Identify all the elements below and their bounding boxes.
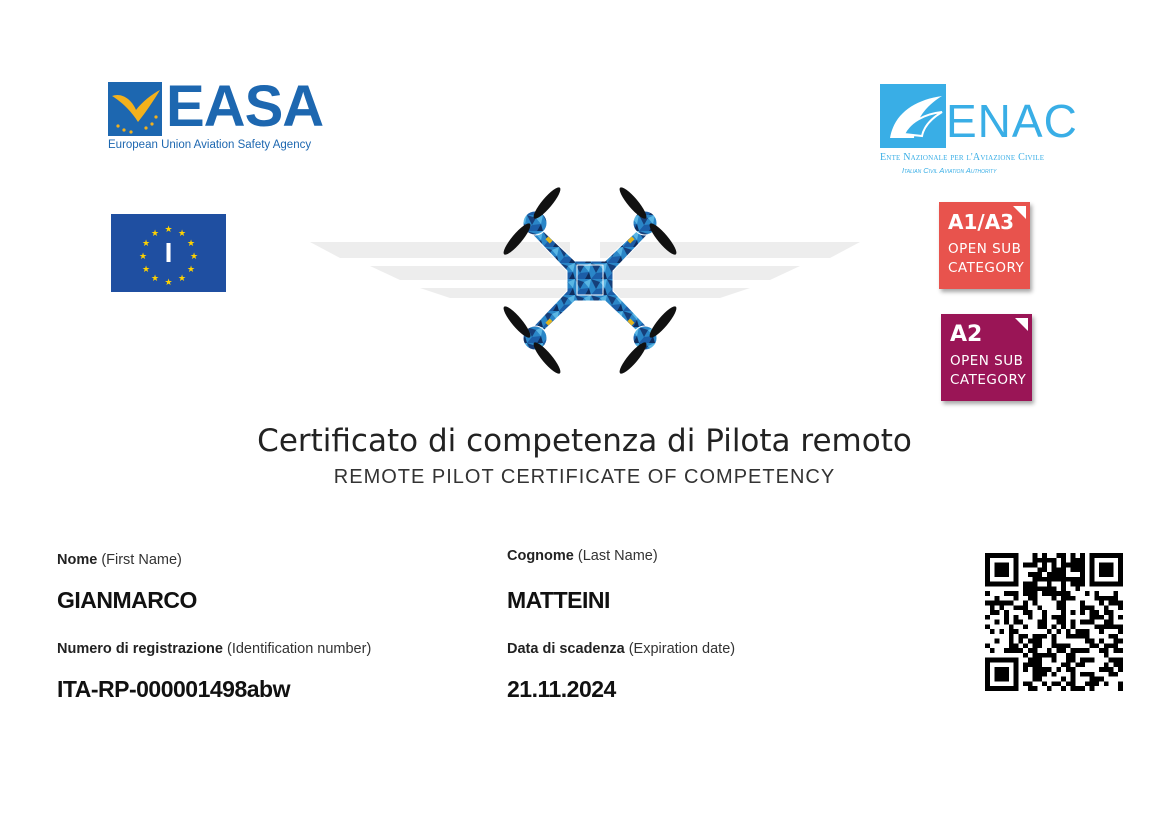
badge-line-1: OPEN SUB: [950, 353, 1024, 369]
badge-a2: [941, 314, 1032, 401]
svg-text:★: ★: [186, 265, 196, 275]
badge-title: A2: [950, 322, 983, 347]
corner-fold-icon: [1013, 206, 1026, 219]
badge-line-2: CATEGORY: [948, 260, 1025, 276]
svg-text:★: ★: [177, 229, 187, 239]
first-name-label-en: (First Name): [97, 552, 182, 568]
badge-line-2: CATEGORY: [950, 372, 1027, 388]
expiration-label-en: (Expiration date): [624, 641, 736, 657]
enac-logo: [880, 82, 1078, 182]
enac-subtitle-en: Italian Civil Aviation Authority: [902, 166, 997, 175]
expiration-label: [507, 641, 735, 657]
corner-fold-icon: [1015, 318, 1028, 331]
svg-text:★: ★: [138, 252, 148, 262]
first-name-label: [57, 552, 182, 568]
certificate-title: Certificato di competenza di Pilota remoto: [257, 423, 912, 459]
svg-text:★: ★: [150, 274, 160, 284]
svg-text:★: ★: [141, 265, 151, 275]
easa-logo: [108, 74, 324, 154]
svg-text:★: ★: [164, 225, 173, 235]
svg-text:★: ★: [164, 278, 173, 288]
easa-bird-icon: [108, 82, 162, 136]
eu-flag: [111, 214, 226, 292]
first-name-value: GIANMARCO: [57, 587, 197, 613]
id-number-label-en: (Identification number): [222, 641, 372, 657]
last-name-value: MATTEINI: [507, 587, 610, 613]
last-name-label: [507, 548, 658, 564]
badge-line-1: OPEN SUB: [948, 241, 1022, 257]
first-name-label-it: Nome: [57, 552, 98, 568]
svg-text:★: ★: [177, 274, 187, 284]
badge-title: A1/A3: [948, 210, 1015, 234]
expiration-value: 21.11.2024: [507, 676, 616, 702]
easa-subtitle: European Union Aviation Safety Agency: [108, 139, 312, 151]
svg-text:★: ★: [150, 229, 160, 239]
expiration-label-it: Data di scadenza: [507, 641, 625, 657]
last-name-label-en: (Last Name): [573, 548, 658, 564]
svg-text:★: ★: [186, 239, 196, 249]
easa-wordmark: EASA: [166, 74, 324, 139]
svg-text:★: ★: [141, 239, 151, 249]
enac-subtitle: Ente Nazionale per l'Aviazione Civile: [880, 152, 1045, 163]
badge-a1-a3: [939, 202, 1030, 289]
enac-emblem-icon: [880, 84, 946, 148]
country-code: I: [164, 237, 173, 268]
certificate-subtitle: REMOTE PILOT CERTIFICATE OF COMPETENCY: [333, 466, 836, 488]
id-number-label-it: Numero di registrazione: [57, 641, 223, 657]
id-number-value: ITA-RP-000001498abw: [57, 676, 290, 702]
svg-text:★: ★: [189, 252, 199, 262]
last-name-label-it: Cognome: [507, 548, 574, 564]
id-number-label: [57, 641, 371, 657]
qr-code-icon: [985, 553, 1123, 691]
drone-icon: [495, 183, 685, 378]
enac-wordmark: ENAC: [946, 95, 1078, 147]
